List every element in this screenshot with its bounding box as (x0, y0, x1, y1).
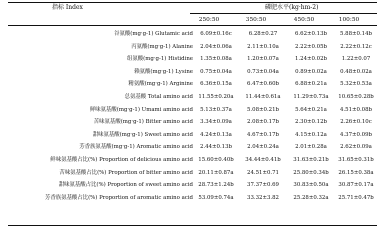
table-row (8, 53, 377, 66)
table-row (8, 116, 377, 129)
table-row (8, 41, 377, 54)
row-label: 苦味氨基酸(mg·g-1) Bitter amino acid (93, 119, 193, 126)
table-row (8, 129, 377, 142)
table-cell: 2.04±0.24a (247, 144, 279, 151)
table-cell: 20.11±0.87a (198, 169, 234, 176)
table-cell: 2.44±0.13b (200, 144, 232, 151)
table-cell: 0.48±0.02a (340, 68, 372, 75)
table-cell: 31.63±0.21b (293, 156, 329, 163)
table-cell: 2.08±0.17b (247, 119, 279, 126)
table-cell: 37.37±0.69 (247, 182, 279, 189)
table-cell: 25.28±0.32a (293, 194, 329, 201)
table-cell: 2.11±0.10a (247, 43, 279, 50)
table-cell: 0.73±0.04a (247, 68, 279, 75)
table-cell: 5.08±0.21b (247, 106, 279, 113)
table-row (8, 141, 377, 154)
column-header-1: 250:50 (198, 17, 220, 23)
table-cell: 5.13±0.37a (200, 106, 232, 113)
table-cell: 2.22±0.05b (295, 43, 327, 50)
table-row (8, 91, 377, 104)
table-cell: 30.87±0.17a (338, 182, 374, 189)
table-row (8, 28, 377, 41)
table-cell: 1.35±0.08a (200, 56, 232, 63)
table-cell: 6.36±0.15a (200, 81, 232, 88)
table-cell: 31.65±0.31b (338, 156, 374, 163)
table-row (8, 66, 377, 79)
table-cell: 6.28±0.27 (248, 31, 278, 37)
table-cell: 6.47±0.60b (247, 81, 279, 88)
row-label: 苦味氨基酸占比(%) Proportion of bitter amino acid (59, 169, 193, 176)
row-label: 赖氨酸(mg·g-1) Lysine (134, 68, 193, 75)
table-cell: 6.62±0.13b (295, 31, 327, 37)
group-header: 磷肥水平(kg·hm-2) (265, 4, 319, 11)
table-row (8, 78, 377, 91)
table-cell: 6.09±0.16c (200, 31, 232, 37)
table-cell: 4.67±0.17b (247, 131, 279, 138)
table-cell: 1.22±0.07 (341, 56, 371, 63)
row-label: 丙氨酸(mg·g-1) Alanine (131, 43, 193, 50)
table-row (8, 104, 377, 117)
row-label: 芳香族氨基酸(mg·g-1) Aromatic amino acid (79, 144, 193, 151)
table-cell: 2.30±0.12b (295, 119, 327, 126)
row-label: 谷氨酸(mg·g-1) Glutamic acid (114, 31, 193, 37)
table-row (8, 167, 377, 180)
table-cell: 2.26±0.10c (340, 119, 372, 126)
table-cell: 11.44±0.61a (245, 93, 281, 100)
table-cell: 25.71±0.47b (338, 194, 374, 201)
table-cell: 5.64±0.21a (295, 106, 327, 113)
table-cell: 25.80±0.34b (293, 169, 329, 176)
table-cell: 1.20±0.07a (247, 56, 279, 63)
table-cell: 30.83±0.50a (293, 182, 329, 189)
table-cell: 28.73±1.24b (198, 182, 234, 189)
row-label: 甜味氨基酸(mg·g-1) Sweet amino acid (92, 131, 193, 138)
row-label: 组氨酸(mg·g-1) Histidine (127, 56, 193, 63)
table-cell: 2.62±0.09a (340, 144, 372, 151)
table-cell: 4.15±0.12a (295, 131, 327, 138)
table-cell: 2.04±0.06a (200, 43, 232, 50)
table-cell: 4.24±0.13a (200, 131, 232, 138)
table-cell: 10.65±0.28b (338, 93, 374, 100)
row-label: 甜味氨基酸占比(%) Proportion of sweet amino acid (58, 182, 193, 189)
table-cell: 53.09±0.74a (198, 194, 234, 201)
table-row (8, 179, 377, 192)
bottom-rule (8, 225, 377, 226)
row-label: 精氨酸(mg·g-1) Arginine (128, 81, 193, 88)
column-header-3: 450:50 (293, 17, 315, 23)
row-label: 总氨基酸 Total amino acid (124, 93, 193, 100)
table-body (8, 28, 377, 204)
row-label: 鲜味氨基酸(mg·g-1) Umami amino acid (89, 106, 193, 113)
table-cell: 1.24±0.02b (295, 56, 327, 63)
table-cell: 11.55±0.20a (198, 93, 234, 100)
row-label: 鲜味氨基酸占比(%) Proportion of delicious amino acid (50, 156, 193, 163)
table-cell: 2.22±0.12c (340, 43, 372, 50)
table-cell: 15.60±0.40b (198, 156, 234, 163)
table-cell: 3.34±0.09a (200, 119, 232, 126)
table-cell: 5.32±0.53a (340, 81, 372, 88)
column-header-4: 100:50 (338, 17, 360, 23)
table-cell: 4.37±0.09b (340, 131, 372, 138)
table-cell: 6.88±0.21a (295, 81, 327, 88)
group-sub-rule (190, 13, 377, 14)
table-cell: 5.88±0.14b (340, 31, 372, 37)
table-cell: 2.01±0.28a (295, 144, 327, 151)
index-header: 指标 Index (52, 4, 83, 11)
table-cell: 0.89±0.02a (295, 68, 327, 75)
row-label: 芳香族氨基酸占比(%) Proportion of aromatic amino acid (44, 194, 193, 201)
table-cell: 4.51±0.08b (340, 106, 372, 113)
table-cell: 34.44±0.41b (245, 156, 281, 163)
table-cell: 11.29±0.73a (293, 93, 329, 100)
table-row (8, 192, 377, 205)
table-cell: 26.15±0.38a (338, 169, 374, 176)
table-cell: 33.32±3.82 (247, 194, 279, 201)
table-cell: 0.75±0.04a (200, 68, 232, 75)
column-header-2: 350:50 (245, 17, 267, 23)
table-row (8, 154, 377, 167)
table-cell: 24.51±0.71 (247, 169, 279, 176)
header-rule (8, 25, 377, 26)
